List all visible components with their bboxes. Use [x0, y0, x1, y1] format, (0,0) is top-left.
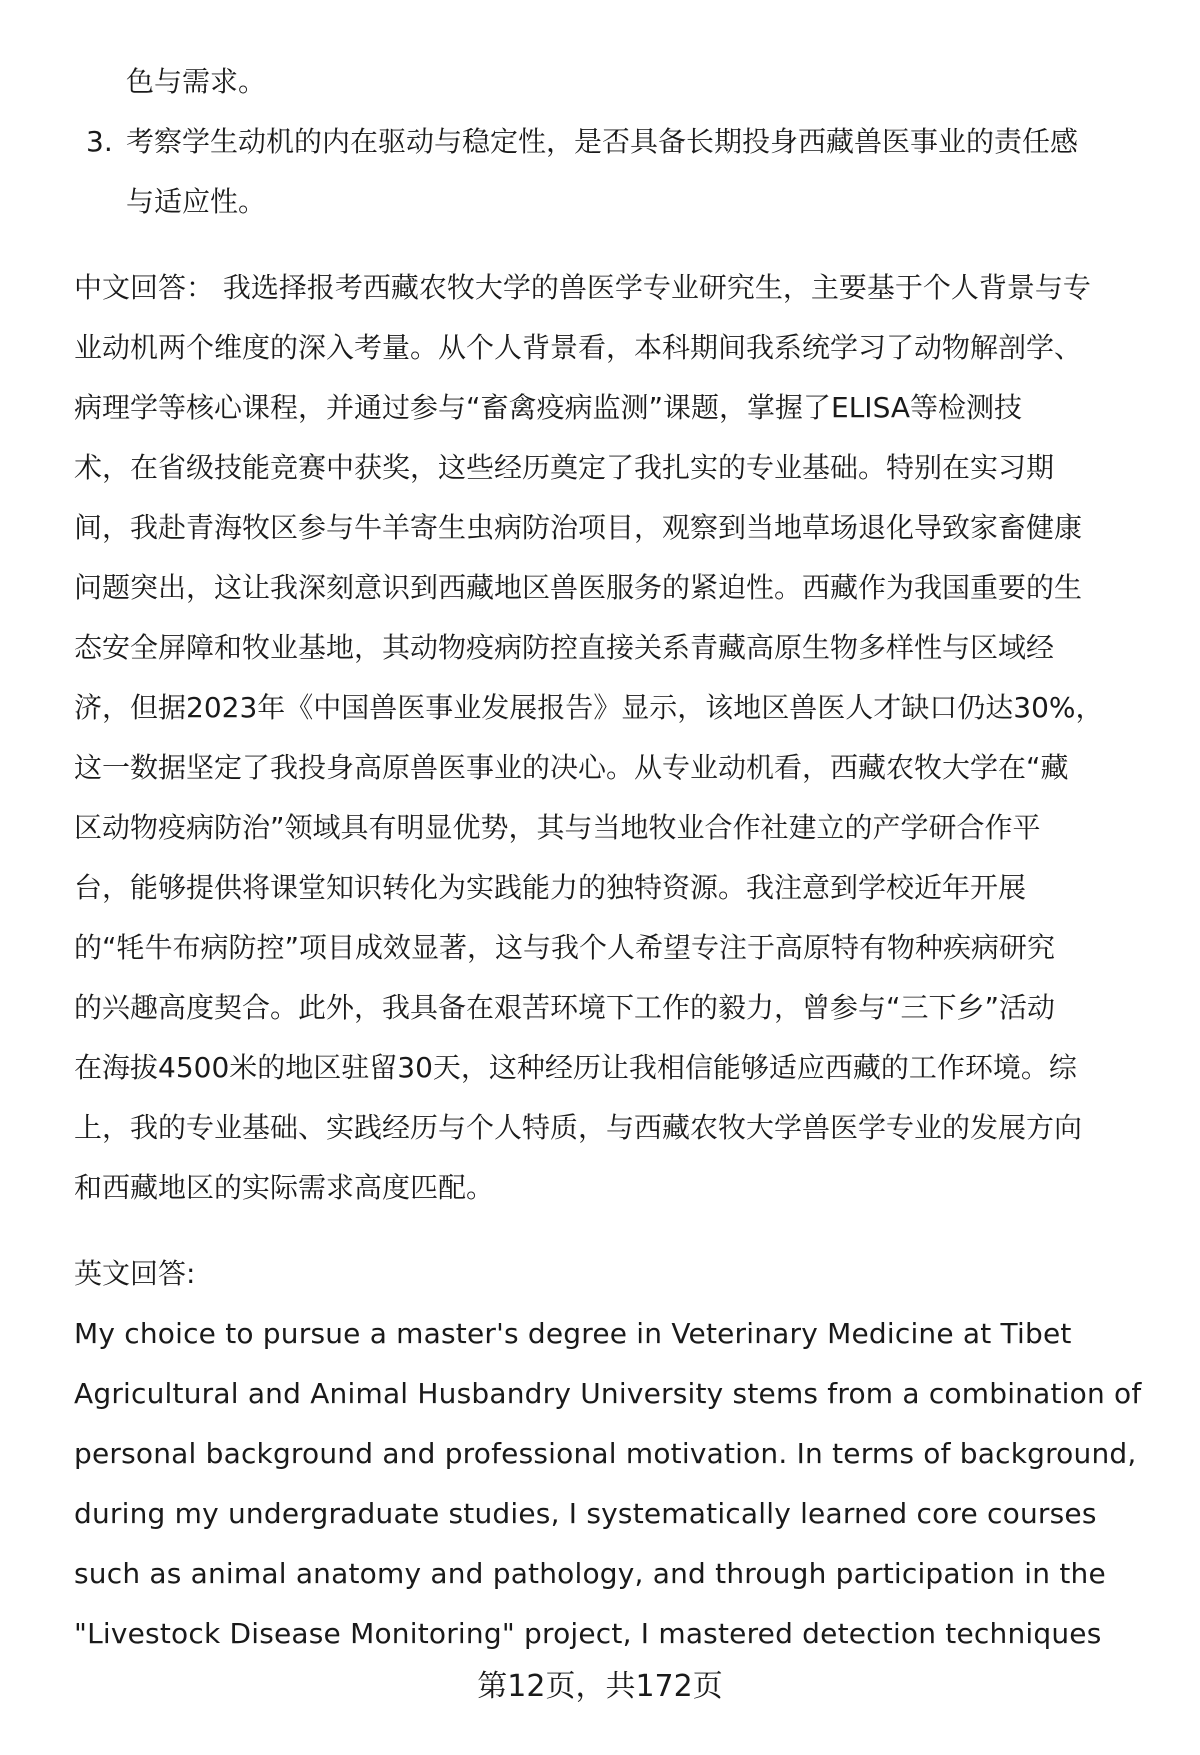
- chinese-answer-paragraph: [74, 258, 1154, 1218]
- list-item-continuation: 色与需求。: [126, 65, 267, 98]
- paragraph-line: 间，我赴青海牧区参与牛羊寄生虫病防治项目，观察到当地草场退化导致家畜健康: [74, 511, 1083, 544]
- paragraph-line: 的“牦牛布病防控”项目成效显著，这与我个人希望专注于高原特有物种疾病研究: [74, 931, 1056, 964]
- paragraph-line: 和西藏地区的实际需求高度匹配。: [74, 1171, 495, 1204]
- list-item-3: [74, 112, 1154, 172]
- paragraph-line: 中文回答： 我选择报考西藏农牧大学的兽医学专业研究生，主要基于个人背景与专: [74, 271, 1091, 304]
- paragraph-line: 态安全屏障和牧业基地，其动物疫病防控直接关系青藏高原生物多样性与区域经: [74, 631, 1055, 664]
- paragraph-line: 上，我的专业基础、实践经历与个人特质，与西藏农牧大学兽医学专业的发展方向: [74, 1111, 1083, 1144]
- list-item-3-continuation: 与适应性。: [126, 185, 267, 218]
- paragraph-line: 病理学等核心课程，并通过参与“畜禽疫病监测”课题，掌握了ELISA等检测技: [74, 391, 1023, 424]
- paragraph-line: 问题突出，这让我深刻意识到西藏地区兽医服务的紧迫性。西藏作为我国重要的生: [74, 571, 1083, 604]
- paragraph-line: "Livestock Disease Monitoring" project, I mastered detection techniques: [74, 1617, 1102, 1650]
- paragraph-line: 济，但据2023年《中国兽医事业发展报告》显示，该地区兽医人才缺口仍达30%，: [74, 691, 1104, 724]
- paragraph-line: 这一数据坚定了我投身高原兽医事业的决心。从专业动机看，西藏农牧大学在“藏: [74, 751, 1069, 784]
- paragraph-line: 在海拔4500米的地区驻留30天，这种经历让我相信能够适应西藏的工作环境。综: [74, 1051, 1077, 1084]
- paragraph-line: 术，在省级技能竞赛中获奖，这些经历奠定了我扎实的专业基础。特别在实习期: [74, 451, 1055, 484]
- paragraph-line: 业动机两个维度的深入考量。从个人背景看，本科期间我系统学习了动物解剖学、: [74, 331, 1083, 364]
- paragraph-line: personal background and professional motivation. In terms of background,: [74, 1437, 1137, 1470]
- paragraph-line: 台，能够提供将课堂知识转化为实践能力的独特资源。我注意到学校近年开展: [74, 871, 1027, 904]
- paragraph-line: such as animal anatomy and pathology, and through participation in the: [74, 1557, 1106, 1590]
- page-content: [74, 52, 1154, 1664]
- spacer: [74, 1218, 1154, 1244]
- page-number: 第12页，共172页: [477, 1669, 723, 1704]
- english-answer-paragraph: [74, 1304, 1154, 1664]
- list-item-text: 考察学生动机的内在驱动与稳定性，是否具备长期投身西藏兽医事业的责任感: [126, 125, 1079, 158]
- list-item-number: 3.: [86, 125, 113, 158]
- paragraph-line: Agricultural and Animal Husbandry University stems from a combination of: [74, 1377, 1142, 1410]
- paragraph-line: My choice to pursue a master's degree in Veterinary Medicine at Tibet: [74, 1317, 1072, 1350]
- paragraph-line: 的兴趣高度契合。此外，我具备在艰苦环境下工作的毅力，曾参与“三下乡”活动: [74, 991, 1056, 1024]
- english-answer-heading: 英文回答:: [74, 1257, 196, 1290]
- spacer: [74, 232, 1154, 258]
- paragraph-line: 区动物疫病防治”领域具有明显优势，其与当地牧业合作社建立的产学研合作平: [74, 811, 1041, 844]
- paragraph-line: during my undergraduate studies, I systematically learned core courses: [74, 1497, 1097, 1530]
